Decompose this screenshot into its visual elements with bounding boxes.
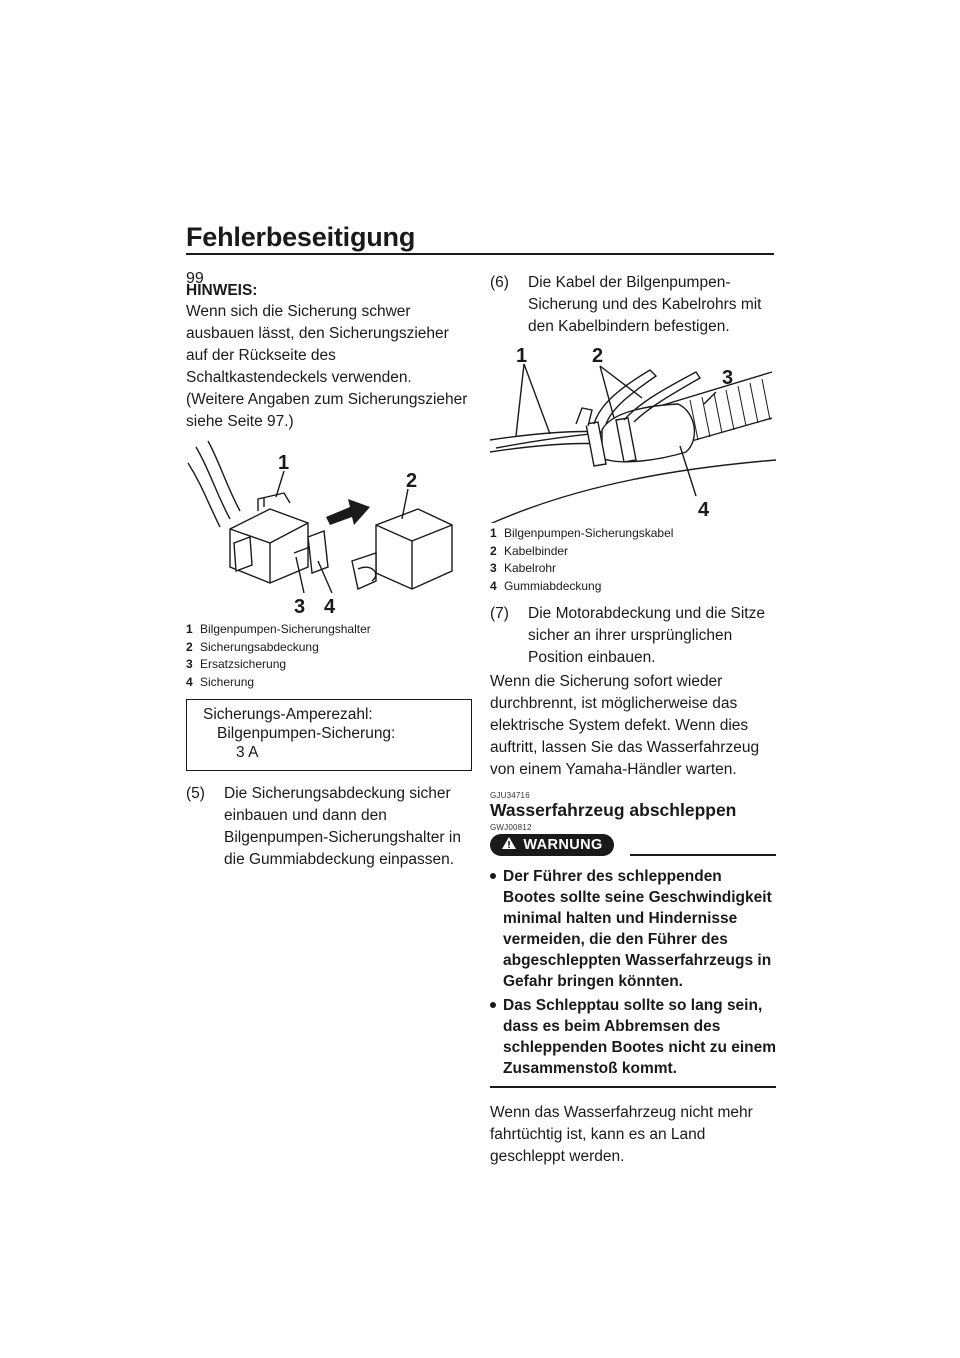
- fig1-label-1: 1: [278, 452, 290, 474]
- legend-item: 3 Ersatzsicherung: [186, 657, 287, 671]
- left-column: [186, 278, 472, 871]
- bullet-icon: [490, 1002, 496, 1008]
- fuse-holder-illustration: [186, 433, 472, 619]
- step-text: Die Motorabdeckung und die Sitze sicher an ihrer ursprünglichen Position einbauen.: [528, 605, 765, 666]
- fuse-holder-drawing: [186, 433, 472, 619]
- step-text: Die Sicherungsabdeckung sicher einbauen und dann den Bilgenpumpen-Sicherungshalter in die Gummiabdeckung einpassen.: [224, 785, 461, 868]
- towing-paragraph: Wenn das Wasserfahrzeug nicht mehr fahrtüchtig ist, kann es an Land geschleppt werden.: [490, 1104, 753, 1165]
- warning-header: [490, 834, 776, 858]
- warning-end-rule: [490, 1086, 776, 1088]
- legend-item: 4 Sicherung: [186, 674, 255, 689]
- legend-item: 1 Bilgenpumpen-Sicherungskabel: [490, 526, 674, 540]
- warning-code: GWJ00812: [490, 823, 532, 832]
- fig1-label-2: 2: [406, 470, 418, 492]
- step-7: [490, 603, 776, 669]
- page-number: 99: [186, 270, 204, 287]
- step-number: (7): [490, 605, 509, 622]
- note-text: Wenn sich die Sicherung schwer ausbauen lässt, den Sicherungszieher auf der Rückseite des Schaltkastendeckels verwenden. (Weitere Angaben zum Sicherungszieher siehe Seite 97.): [186, 303, 468, 430]
- legend-item: 2 Sicherungsabdeckung: [186, 639, 319, 654]
- step-text: Die Kabel der Bilgenpumpen-Sicherung und des Kabelrohrs mit den Kabelbindern befestigen.: [528, 274, 762, 335]
- spec-line-2: Bilgenpumpen-Sicherung:: [217, 725, 396, 742]
- spec-line-3: 3 A: [236, 744, 259, 761]
- title-rule: [186, 253, 774, 255]
- warning-badge: [490, 834, 614, 856]
- fig2-label-2: 2: [592, 348, 604, 367]
- step-number: (5): [186, 785, 205, 802]
- fuse-amperage-spec-box: [186, 699, 472, 771]
- fuse-failure-paragraph: Wenn die Sicherung sofort wieder durchbrennt, ist möglicherweise das elektrische System defekt. Wenn dies auftritt, lassen Sie das Wasserfahrzeug von einem Yamaha-Händler warten.: [490, 673, 760, 778]
- section-code: GJU34716: [490, 791, 530, 800]
- fig2-label-1: 1: [516, 348, 528, 367]
- legend-item: 2 Kabelbinder: [490, 543, 569, 558]
- legend-item: 3 Kabelrohr: [490, 561, 557, 575]
- warning-label: WARNUNG: [523, 837, 603, 853]
- spec-line-1: Sicherungs-Amperezahl:: [203, 706, 373, 723]
- warning-triangle-icon: [501, 836, 517, 854]
- legend-item: 1 Bilgenpumpen-Sicherungshalter: [186, 622, 371, 636]
- step-5: [186, 783, 472, 871]
- fig1-legend: [186, 621, 472, 691]
- fig2-label-3: 3: [722, 367, 734, 389]
- right-column: [490, 272, 776, 1168]
- fig1-label-3: 3: [294, 596, 306, 618]
- step-number: (6): [490, 274, 509, 291]
- fig2-legend: [490, 525, 776, 595]
- cable-tie-illustration: [490, 348, 776, 523]
- warning-item: Der Führer des schleppenden Bootes sollte seine Geschwindigkeit minimal halten und Hindernisse vermeiden, die den Führer des abgeschleppten Wasserfahrzeugs in Gefahr bringen könnten.: [490, 866, 776, 992]
- warning-rule: [630, 854, 776, 856]
- step-6: [490, 272, 776, 338]
- legend-item: 4 Gummiabdeckung: [490, 578, 602, 593]
- fig1-label-4: 4: [324, 596, 336, 618]
- warning-item: Das Schlepptau sollte so lang sein, dass es beim Abbremsen des schleppenden Bootes nicht zu einem Zusammenstoß kommt.: [490, 995, 776, 1079]
- note-heading: HINWEIS:: [186, 282, 258, 299]
- bullet-icon: [490, 873, 496, 879]
- page-title: Fehlerbeseitigung: [186, 222, 416, 252]
- warning-list: [490, 866, 776, 1079]
- cable-tie-drawing: [490, 348, 776, 523]
- section-heading: Wasserfahrzeug abschleppen: [490, 800, 737, 820]
- fig2-label-4: 4: [698, 499, 710, 521]
